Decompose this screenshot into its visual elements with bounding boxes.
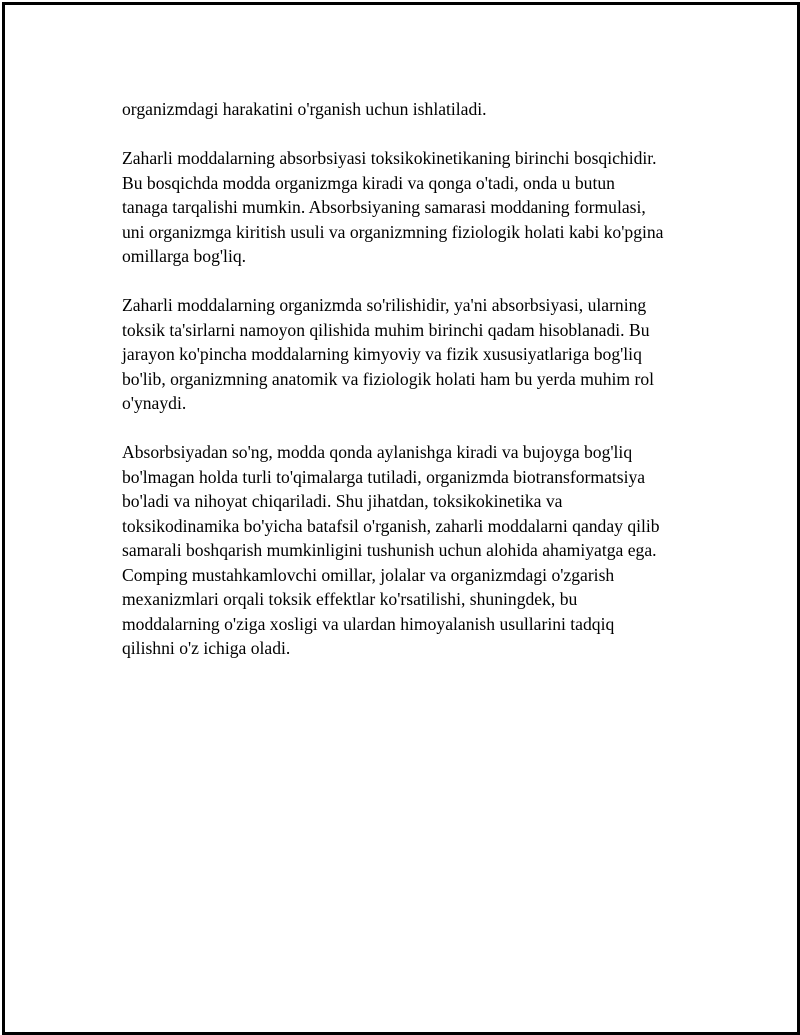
text-line: mexanizmlari orqali toksik effektlar ko'rsatilishi, shuningdek, bu	[122, 589, 578, 609]
text-line: qilishni o'z ichiga oladi.	[122, 638, 291, 658]
text-line: toksik ta'sirlarni namoyon qilishida muhim birinchi qadam hisoblanadi. Bu	[122, 319, 650, 340]
text-line: tanaga tarqalishi mumkin. Absorbsiyaning samarasi moddaning formulasi,	[122, 197, 646, 217]
text-line: Zaharli moddalarning absorbsiyasi toksikokinetikaning birinchi bosqichidir.	[122, 148, 657, 168]
document-body	[122, 97, 697, 685]
paragraph-2	[122, 146, 697, 269]
text-line: bo'lib, organizmning anatomik va fiziologik holati ham bu yerda muhim rol	[122, 368, 655, 389]
text-line: bo'lmagan holda turli to'qimalarga tutiladi, organizmda biotransformatsiya	[122, 466, 646, 487]
text-line: toksikodinamika bo'yicha batafsil o'rganish, zaharli moddalarni qanday qilib	[122, 515, 660, 536]
paragraph-1	[122, 97, 697, 122]
text-line: Bu bosqichda modda organizmga kiradi va qonga o'tadi, onda u butun	[122, 172, 615, 193]
page-frame	[2, 2, 800, 1035]
text-line: samarali boshqarish mumkinligini tushunish uchun alohida ahamiyatga ega.	[122, 540, 657, 560]
text-line: organizmdagi harakatini o'rganish uchun ishlatiladi.	[122, 99, 487, 119]
text-line: moddalarning o'ziga xosligi va ulardan himoyalanish usullarini tadqiq	[122, 613, 615, 634]
text-line: uni organizmga kiritish usuli va organizmning fiziologik holati kabi ko'pgina	[122, 221, 664, 242]
text-line: bo'ladi va nihoyat chiqariladi. Shu jihatdan, toksikokinetika va	[122, 491, 563, 511]
text-line: Absorbsiyadan so'ng, modda qonda aylanishga kiradi va bujoyga bog'liq	[122, 442, 633, 462]
paragraph-3	[122, 293, 697, 416]
paragraph-4	[122, 440, 697, 661]
text-line: Zaharli moddalarning organizmda so'rilishidir, ya'ni absorbsiyasi, ularning	[122, 295, 647, 315]
text-line: Comping mustahkamlovchi omillar, jolalar va organizmdagi o'zgarish	[122, 564, 615, 585]
text-line: omillarga bog'liq.	[122, 246, 247, 266]
text-line: jarayon ko'pincha moddalarning kimyoviy va fizik xususiyatlariga bog'liq	[122, 344, 642, 364]
text-line: o'ynaydi.	[122, 393, 187, 413]
